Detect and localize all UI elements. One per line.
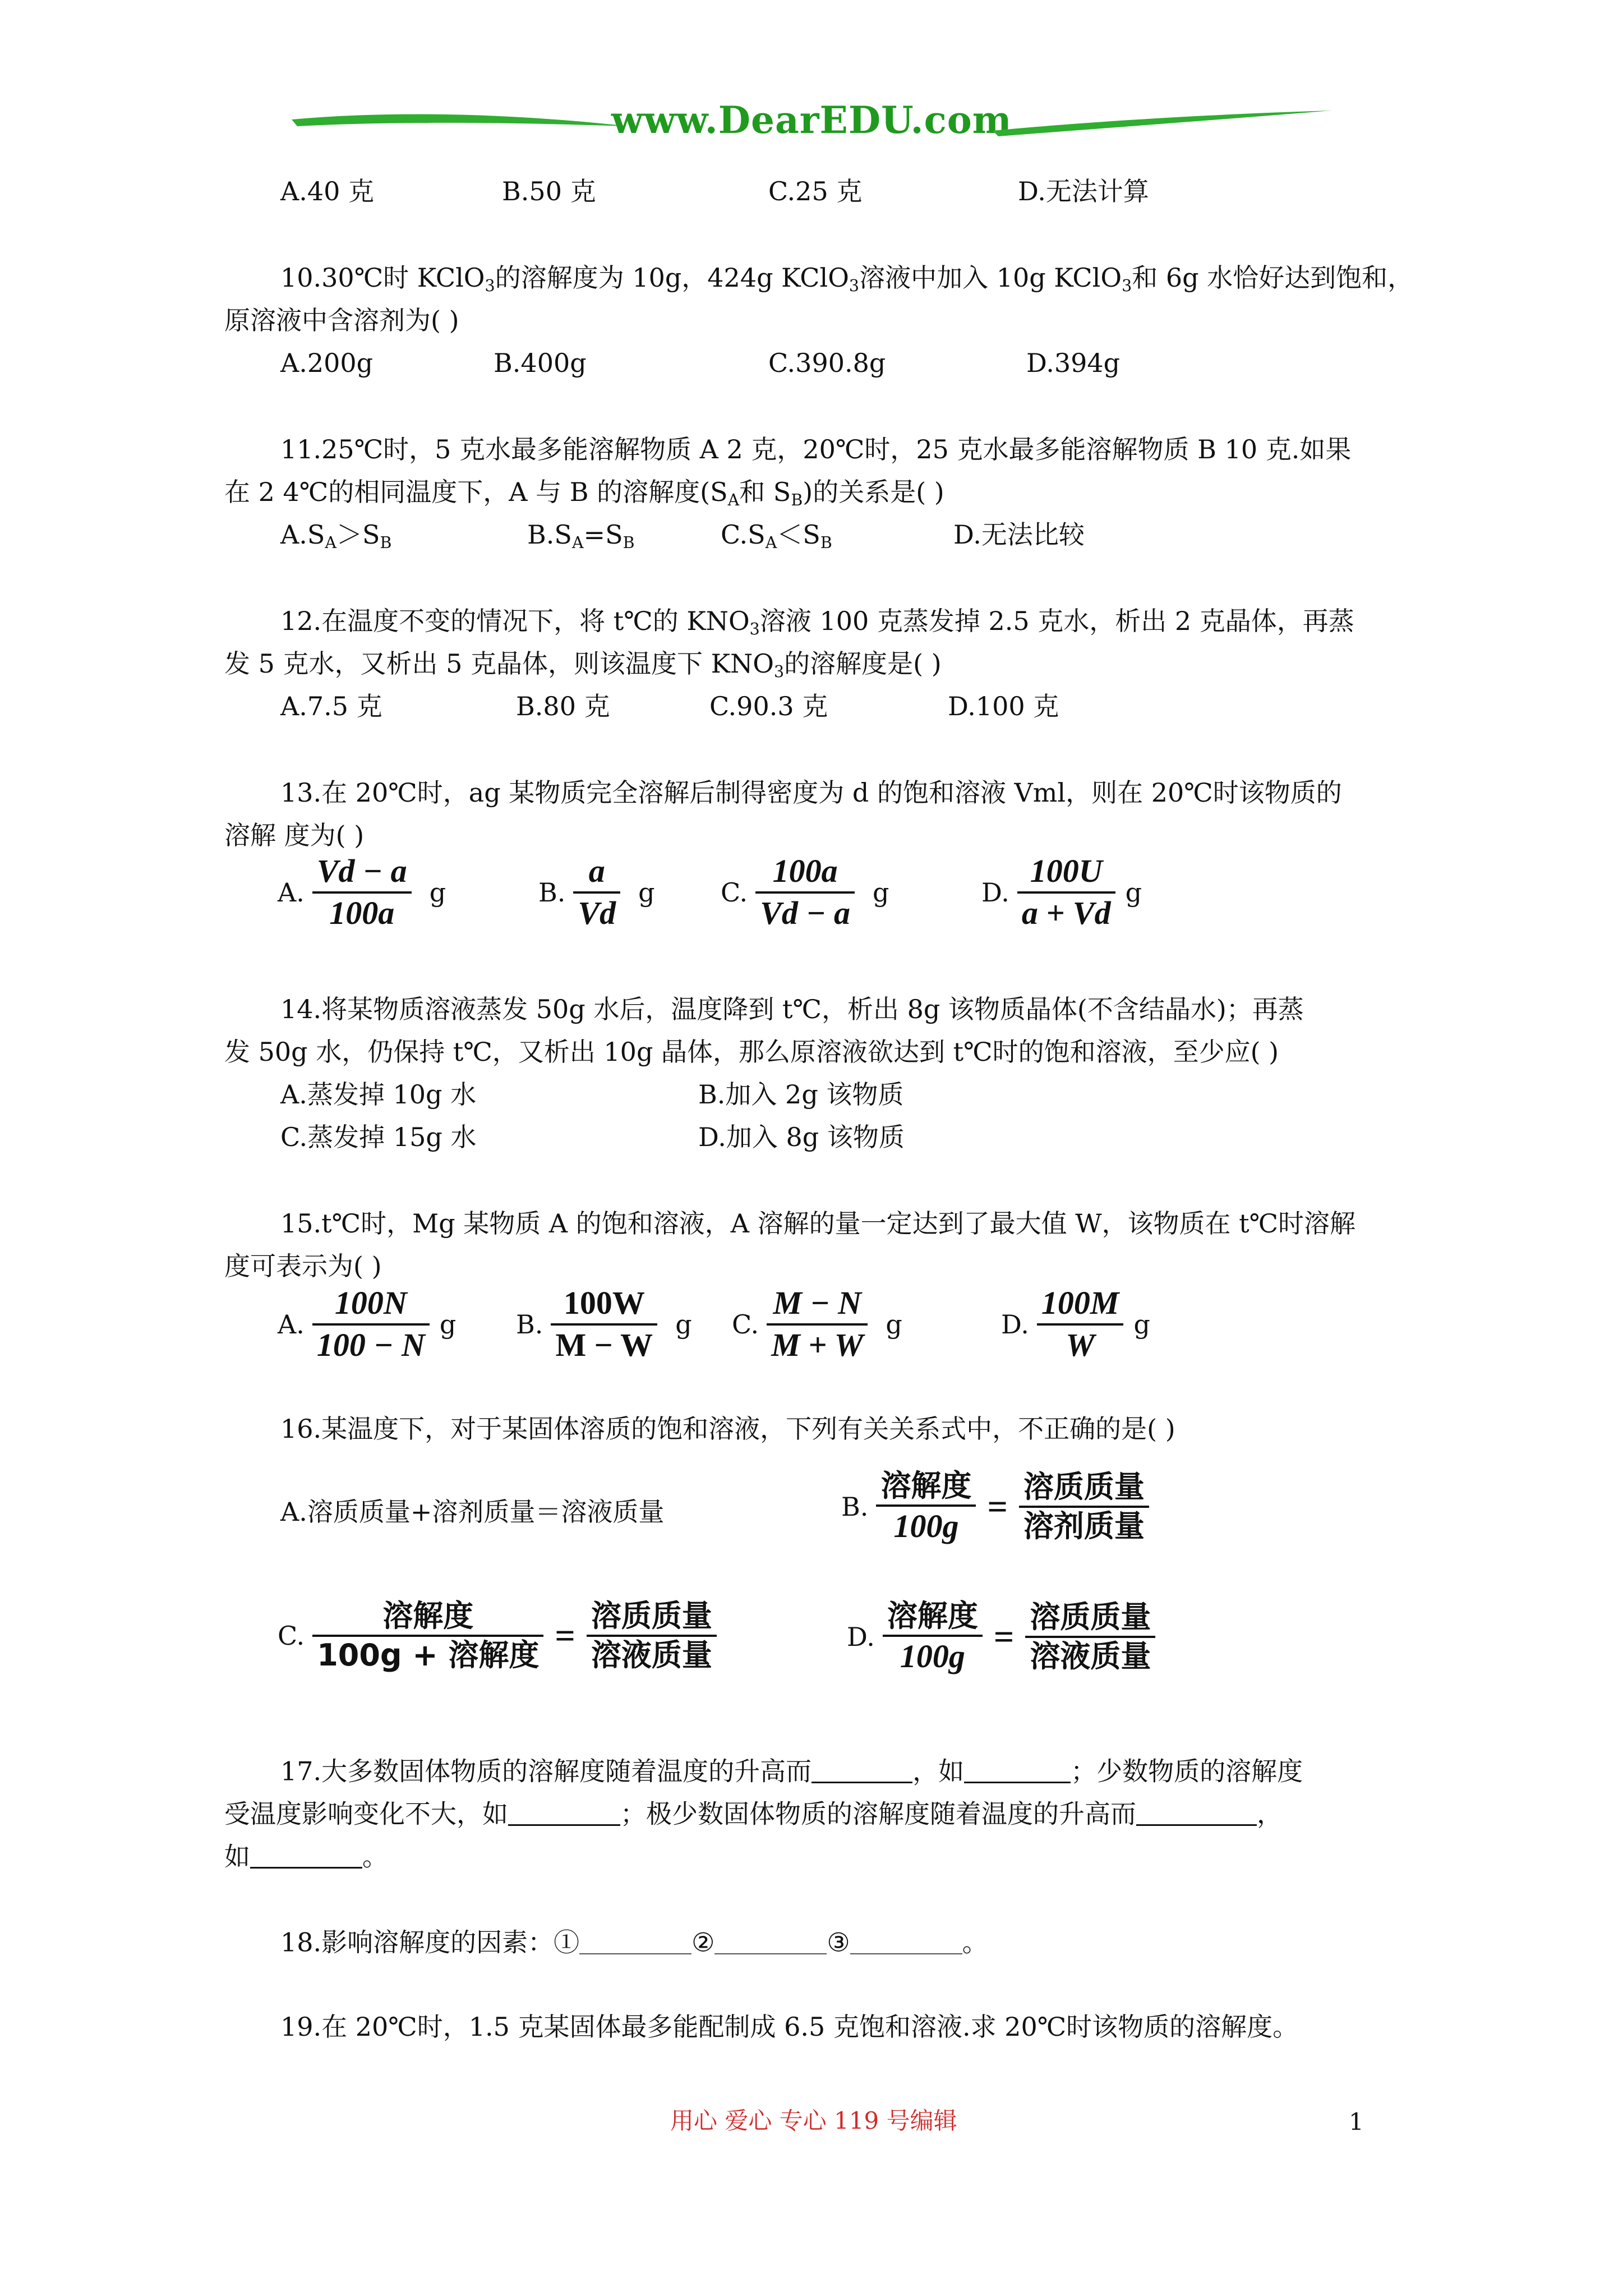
q9-option-d: D.无法计算 bbox=[1018, 176, 1149, 206]
q19-line1: 19.在 20℃时，1.5 克某固体最多能配制成 6.5 克饱和溶液.求 20℃时该物质的溶解度。 bbox=[280, 2012, 1299, 2042]
q15-option-a: A. $\frac{100N}{100 - N}$ g bbox=[278, 1285, 457, 1363]
fraction: $\frac{100a}{Vd - a}$ bbox=[755, 853, 855, 932]
fraction: $\frac{a}{Vd}$ bbox=[573, 853, 620, 932]
q10-line2: 原溶液中含溶剂为( ) bbox=[224, 305, 459, 335]
q12-option-a: A.7.5 克 bbox=[280, 691, 382, 721]
q11-option-c: $C.S_A<S_B$ bbox=[721, 519, 832, 552]
q16-option-d: D. $\frac{\text{溶解度}}{100g}$ = $\frac{\text{溶质质量}}{\text{溶液质量}}$ bbox=[847, 1599, 1163, 1676]
q17-line1: 17.大多数固体物质的溶解度随着温度的升高而 ，如 ；少数物质的溶解度 bbox=[280, 1756, 1303, 1787]
q14-option-b: B.加入 2g 该物质 bbox=[698, 1079, 904, 1110]
q13-option-c: C. $\frac{100a}{Vd - a}$ g bbox=[721, 853, 889, 931]
fraction: $\frac{\text{溶解度}}{100g}$ bbox=[876, 1469, 976, 1545]
q15-option-c: C. $\frac{M - N}{M + W}$ g bbox=[732, 1285, 902, 1363]
q10-option-c: C.390.8g bbox=[768, 348, 886, 378]
fraction: $\frac{M - N}{M + W}$ bbox=[767, 1285, 868, 1364]
q15-line2: 度可表示为( ) bbox=[224, 1251, 382, 1281]
fraction: $\frac{100M}{W}$ bbox=[1037, 1285, 1124, 1364]
q10-line1: 10.30℃时 KClO$_3$的溶解度为 10g，424g KClO$_3$溶液中加入 10g KClO$_3$和 6g 水恰好达到饱和， bbox=[280, 263, 1414, 295]
q12-option-b: B.80 克 bbox=[516, 691, 610, 721]
answer-blank[interactable] bbox=[250, 1841, 362, 1869]
footer-text: 用心 爱心 专心 119 号编辑 bbox=[670, 2107, 957, 2134]
fraction: $\frac{100W}{M - W}$ bbox=[551, 1285, 657, 1364]
answer-blank[interactable] bbox=[850, 1927, 962, 1954]
answer-blank[interactable] bbox=[1136, 1798, 1257, 1826]
q16-option-b: B. $\frac{\text{溶解度}}{100g}$ = $\frac{\text{溶质质量}}{\text{溶剂质量}}$ bbox=[841, 1469, 1157, 1545]
q13-line1: 13.在 20℃时，ag 某物质完全溶解后制得密度为 d 的饱和溶液 Vml，则在 20℃时该物质的 bbox=[280, 777, 1342, 808]
q10-option-b: B.400g bbox=[494, 348, 587, 378]
q12-line1: 12.在温度不变的情况下，将 t℃的 $KNO_3$溶液 100 克蒸发掉 2.5 克水，析出 2 克晶体，再蒸 bbox=[280, 606, 1354, 638]
answer-blank[interactable] bbox=[579, 1927, 691, 1954]
q12-option-c: C.90.3 克 bbox=[709, 691, 828, 721]
q9-option-b: B.50 克 bbox=[502, 176, 596, 206]
q15-option-b: B. $\frac{100W}{M - W}$ g bbox=[516, 1285, 692, 1363]
q11-option-b: $B.S_A=S_B$ bbox=[527, 519, 635, 552]
fraction: $\frac{100N}{100 - N}$ bbox=[312, 1285, 430, 1364]
q16-option-a: A.溶质质量+溶剂质量＝溶液质量 bbox=[280, 1497, 665, 1527]
answer-blank[interactable] bbox=[964, 1756, 1071, 1783]
fraction: $\frac{Vd - a}{100a}$ bbox=[312, 853, 412, 932]
logo-text: www.DearEDU.com bbox=[611, 98, 1012, 142]
fraction: $\frac{\text{溶解度}}{\text{100g + 溶解度}}$ bbox=[312, 1599, 543, 1673]
logo-swoosh-right bbox=[987, 104, 1335, 143]
q14-option-d: D.加入 8g 该物质 bbox=[698, 1122, 905, 1152]
q13-option-b: B. $\frac{a}{Vd}$ g bbox=[538, 853, 655, 931]
q10-option-d: D.394g bbox=[1026, 348, 1121, 378]
q11-option-d: D.无法比较 bbox=[953, 519, 1085, 550]
q16-option-c: C. $\frac{\text{溶解度}}{\text{100g + 溶解度}}$ = $\frac{\text{溶质质量}}{\text{溶液质量}}$ bbox=[278, 1599, 725, 1673]
q15-line1: 15.t℃时，Mg 某物质 A 的饱和溶液，A 溶解的量一定达到了最大值 W，该物质在 t℃时溶解 bbox=[280, 1208, 1356, 1239]
q12-option-d: D.100 克 bbox=[948, 691, 1059, 721]
q9-option-a: A.40 克 bbox=[280, 176, 374, 206]
q15-option-d: D. $\frac{100M}{W}$ g bbox=[1001, 1285, 1150, 1363]
q10-option-a: A.200g bbox=[280, 348, 374, 378]
fraction: $\frac{\text{溶质质量}}{\text{溶剂质量}}$ bbox=[1019, 1470, 1149, 1544]
answer-blank[interactable] bbox=[811, 1756, 912, 1783]
q17-line3: 如 。 bbox=[224, 1841, 388, 1872]
logo-swoosh-left bbox=[292, 104, 639, 143]
fraction: $\frac{\text{溶质质量}}{\text{溶液质量}}$ bbox=[1025, 1600, 1155, 1674]
q11-line1: 11.25℃时，5 克水最多能溶解物质 A 2 克，20℃时，25 克水最多能溶解物质 B 10 克.如果 bbox=[280, 434, 1352, 464]
q17-line2: 受温度影响变化不大，如 ；极少数固体物质的溶解度随着温度的升高而 ， bbox=[224, 1798, 1283, 1829]
q11-option-a: $A.S_A>S_B$ bbox=[280, 519, 392, 552]
q13-line2: 溶解 度为( ) bbox=[224, 820, 365, 850]
q11-line2: 在 2 4℃的相同温度下，A 与 B 的溶解度($S_A$和 $S_B$)的关系是( ) bbox=[224, 477, 944, 509]
fraction: $\frac{100U}{a + Vd}$ bbox=[1017, 853, 1115, 932]
fraction: $\frac{\text{溶质质量}}{\text{溶液质量}}$ bbox=[587, 1599, 717, 1673]
answer-blank[interactable] bbox=[508, 1798, 620, 1826]
answer-blank[interactable] bbox=[714, 1927, 827, 1954]
q16-line1: 16.某温度下，对于某固体溶质的饱和溶液，下列有关关系式中，不正确的是( ) bbox=[280, 1414, 1175, 1444]
header-logo bbox=[292, 98, 1335, 154]
q9-option-c: C.25 克 bbox=[768, 176, 863, 206]
q14-line1: 14.将某物质溶液蒸发 50g 水后，温度降到 t℃，析出 8g 该物质晶体(不含结晶水)；再蒸 bbox=[280, 994, 1304, 1024]
q14-line2: 发 50g 水，仍保持 t℃，又析出 10g 晶体，那么原溶液欲达到 t℃时的饱和溶液，至少应( ) bbox=[224, 1037, 1279, 1067]
q14-option-a: A.蒸发掉 10g 水 bbox=[280, 1079, 477, 1110]
q13-option-a: A. $\frac{Vd - a}{100a}$ g bbox=[278, 853, 446, 931]
q13-option-d: D. $\frac{100U}{a + Vd}$ g bbox=[981, 853, 1142, 931]
page-number: 1 bbox=[1349, 2108, 1364, 2136]
q18-line: 18.影响溶解度的因素：① ② ③ 。 bbox=[280, 1927, 988, 1958]
q12-line2: 发 5 克水，又析出 5 克晶体，则该温度下 $KNO_3$的溶解度是( ) bbox=[224, 648, 942, 681]
fraction: $\frac{\text{溶解度}}{100g}$ bbox=[883, 1599, 983, 1676]
q14-option-c: C.蒸发掉 15g 水 bbox=[280, 1122, 477, 1152]
